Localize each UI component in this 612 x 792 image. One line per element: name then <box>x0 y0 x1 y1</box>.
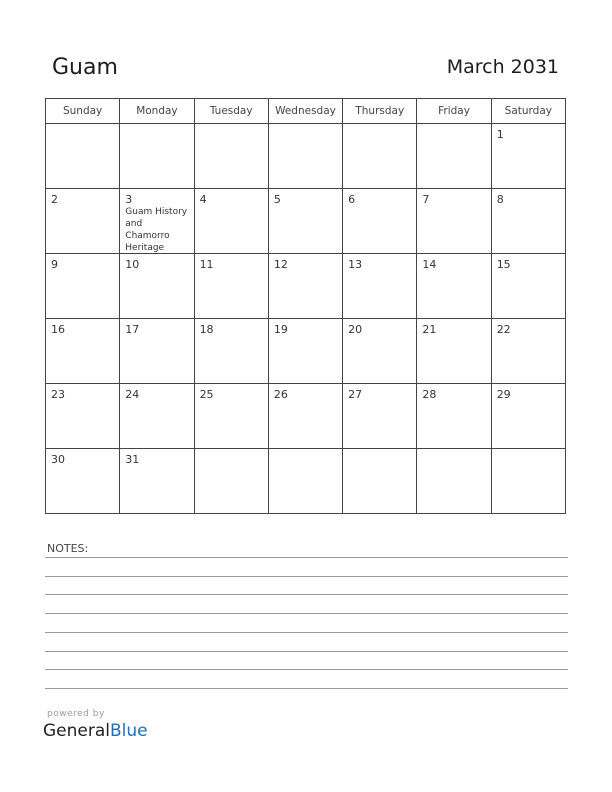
day-number: 13 <box>348 258 363 271</box>
notes-line <box>45 557 568 558</box>
day-cell <box>417 189 491 254</box>
weekday-tuesday: Tuesday <box>194 99 268 124</box>
day-number: 18 <box>199 323 214 336</box>
week-row <box>46 319 566 384</box>
powered-by-text: powered by <box>47 709 105 719</box>
day-number: 26 <box>273 388 288 401</box>
day-cell <box>491 189 565 254</box>
day-cell <box>417 449 491 514</box>
calendar-country-title: Guam <box>52 55 118 80</box>
day-number: 3 <box>125 193 133 206</box>
day-cell <box>491 124 565 189</box>
day-cell <box>120 254 194 319</box>
day-cell <box>417 254 491 319</box>
day-number: 23 <box>51 388 65 401</box>
notes-line <box>45 669 568 670</box>
day-cell <box>46 319 120 384</box>
day-number: 5 <box>273 193 281 206</box>
day-cell <box>343 449 417 514</box>
notes-line <box>45 651 568 652</box>
week-row <box>46 124 566 189</box>
day-number: 28 <box>422 388 437 401</box>
day-number: 2 <box>51 193 58 206</box>
day-cell <box>194 254 268 319</box>
day-number: 29 <box>496 388 511 401</box>
day-number: 7 <box>422 193 430 206</box>
weekday-monday: Monday <box>120 99 194 124</box>
day-cell <box>120 189 194 254</box>
day-cell <box>46 254 120 319</box>
day-cell <box>194 319 268 384</box>
day-cell <box>417 319 491 384</box>
day-number: 21 <box>422 323 437 336</box>
weekday-thursday: Thursday <box>343 99 417 124</box>
weekday-friday: Friday <box>417 99 491 124</box>
day-number: 14 <box>422 258 437 271</box>
day-number: 30 <box>51 453 65 466</box>
week-row <box>46 449 566 514</box>
day-number: 15 <box>496 258 511 271</box>
day-cell <box>46 189 120 254</box>
day-number: 4 <box>199 193 207 206</box>
day-number: 6 <box>348 193 356 206</box>
day-cell <box>120 124 194 189</box>
holiday-label: Guam History and Chamorro Heritage <box>125 207 188 253</box>
day-cell <box>46 124 120 189</box>
day-cell <box>417 124 491 189</box>
day-cell <box>417 384 491 449</box>
day-cell <box>268 319 342 384</box>
day-cell <box>194 124 268 189</box>
notes-line <box>45 688 568 689</box>
day-number: 27 <box>348 388 363 401</box>
day-cell <box>491 449 565 514</box>
week-row <box>46 254 566 319</box>
weekday-saturday: Saturday <box>491 99 565 124</box>
day-number: 20 <box>348 323 363 336</box>
day-number: 12 <box>273 258 288 271</box>
day-cell <box>268 254 342 319</box>
day-number: 31 <box>125 453 140 466</box>
calendar-grid <box>45 98 566 514</box>
day-number: 8 <box>496 193 504 206</box>
day-cell <box>491 254 565 319</box>
day-cell <box>120 384 194 449</box>
day-cell <box>268 384 342 449</box>
day-cell <box>194 189 268 254</box>
notes-line <box>45 632 568 633</box>
day-cell <box>491 319 565 384</box>
day-cell <box>194 449 268 514</box>
calendar-month-title: March 2031 <box>446 56 559 78</box>
day-cell <box>343 124 417 189</box>
brand-logo <box>43 721 148 741</box>
day-cell <box>268 124 342 189</box>
brand-name-blue: Blue <box>110 721 148 741</box>
day-cell <box>343 189 417 254</box>
weekday-sunday: Sunday <box>46 99 120 124</box>
notes-line <box>45 594 568 595</box>
day-cell <box>343 384 417 449</box>
day-cell <box>343 319 417 384</box>
week-row <box>46 384 566 449</box>
day-number: 11 <box>199 258 214 271</box>
notes-label: NOTES: <box>47 542 89 555</box>
day-cell <box>120 319 194 384</box>
day-number: 22 <box>496 323 511 336</box>
day-cell <box>46 384 120 449</box>
day-cell <box>343 254 417 319</box>
day-cell <box>268 189 342 254</box>
day-cell <box>268 449 342 514</box>
day-number: 24 <box>125 388 140 401</box>
brand-name-general: General <box>43 721 110 741</box>
day-number: 25 <box>199 388 214 401</box>
day-number: 1 <box>496 128 504 141</box>
week-row <box>46 189 566 254</box>
day-cell <box>120 449 194 514</box>
day-cell <box>491 384 565 449</box>
day-number: 19 <box>273 323 288 336</box>
notes-line <box>45 576 568 577</box>
day-cell <box>194 384 268 449</box>
day-number: 17 <box>125 323 140 336</box>
weekday-header-row <box>46 99 566 124</box>
weekday-wednesday: Wednesday <box>268 99 342 124</box>
day-number: 16 <box>51 323 65 336</box>
day-number: 9 <box>51 258 58 271</box>
day-cell <box>46 449 120 514</box>
notes-line <box>45 613 568 614</box>
day-number: 10 <box>125 258 140 271</box>
